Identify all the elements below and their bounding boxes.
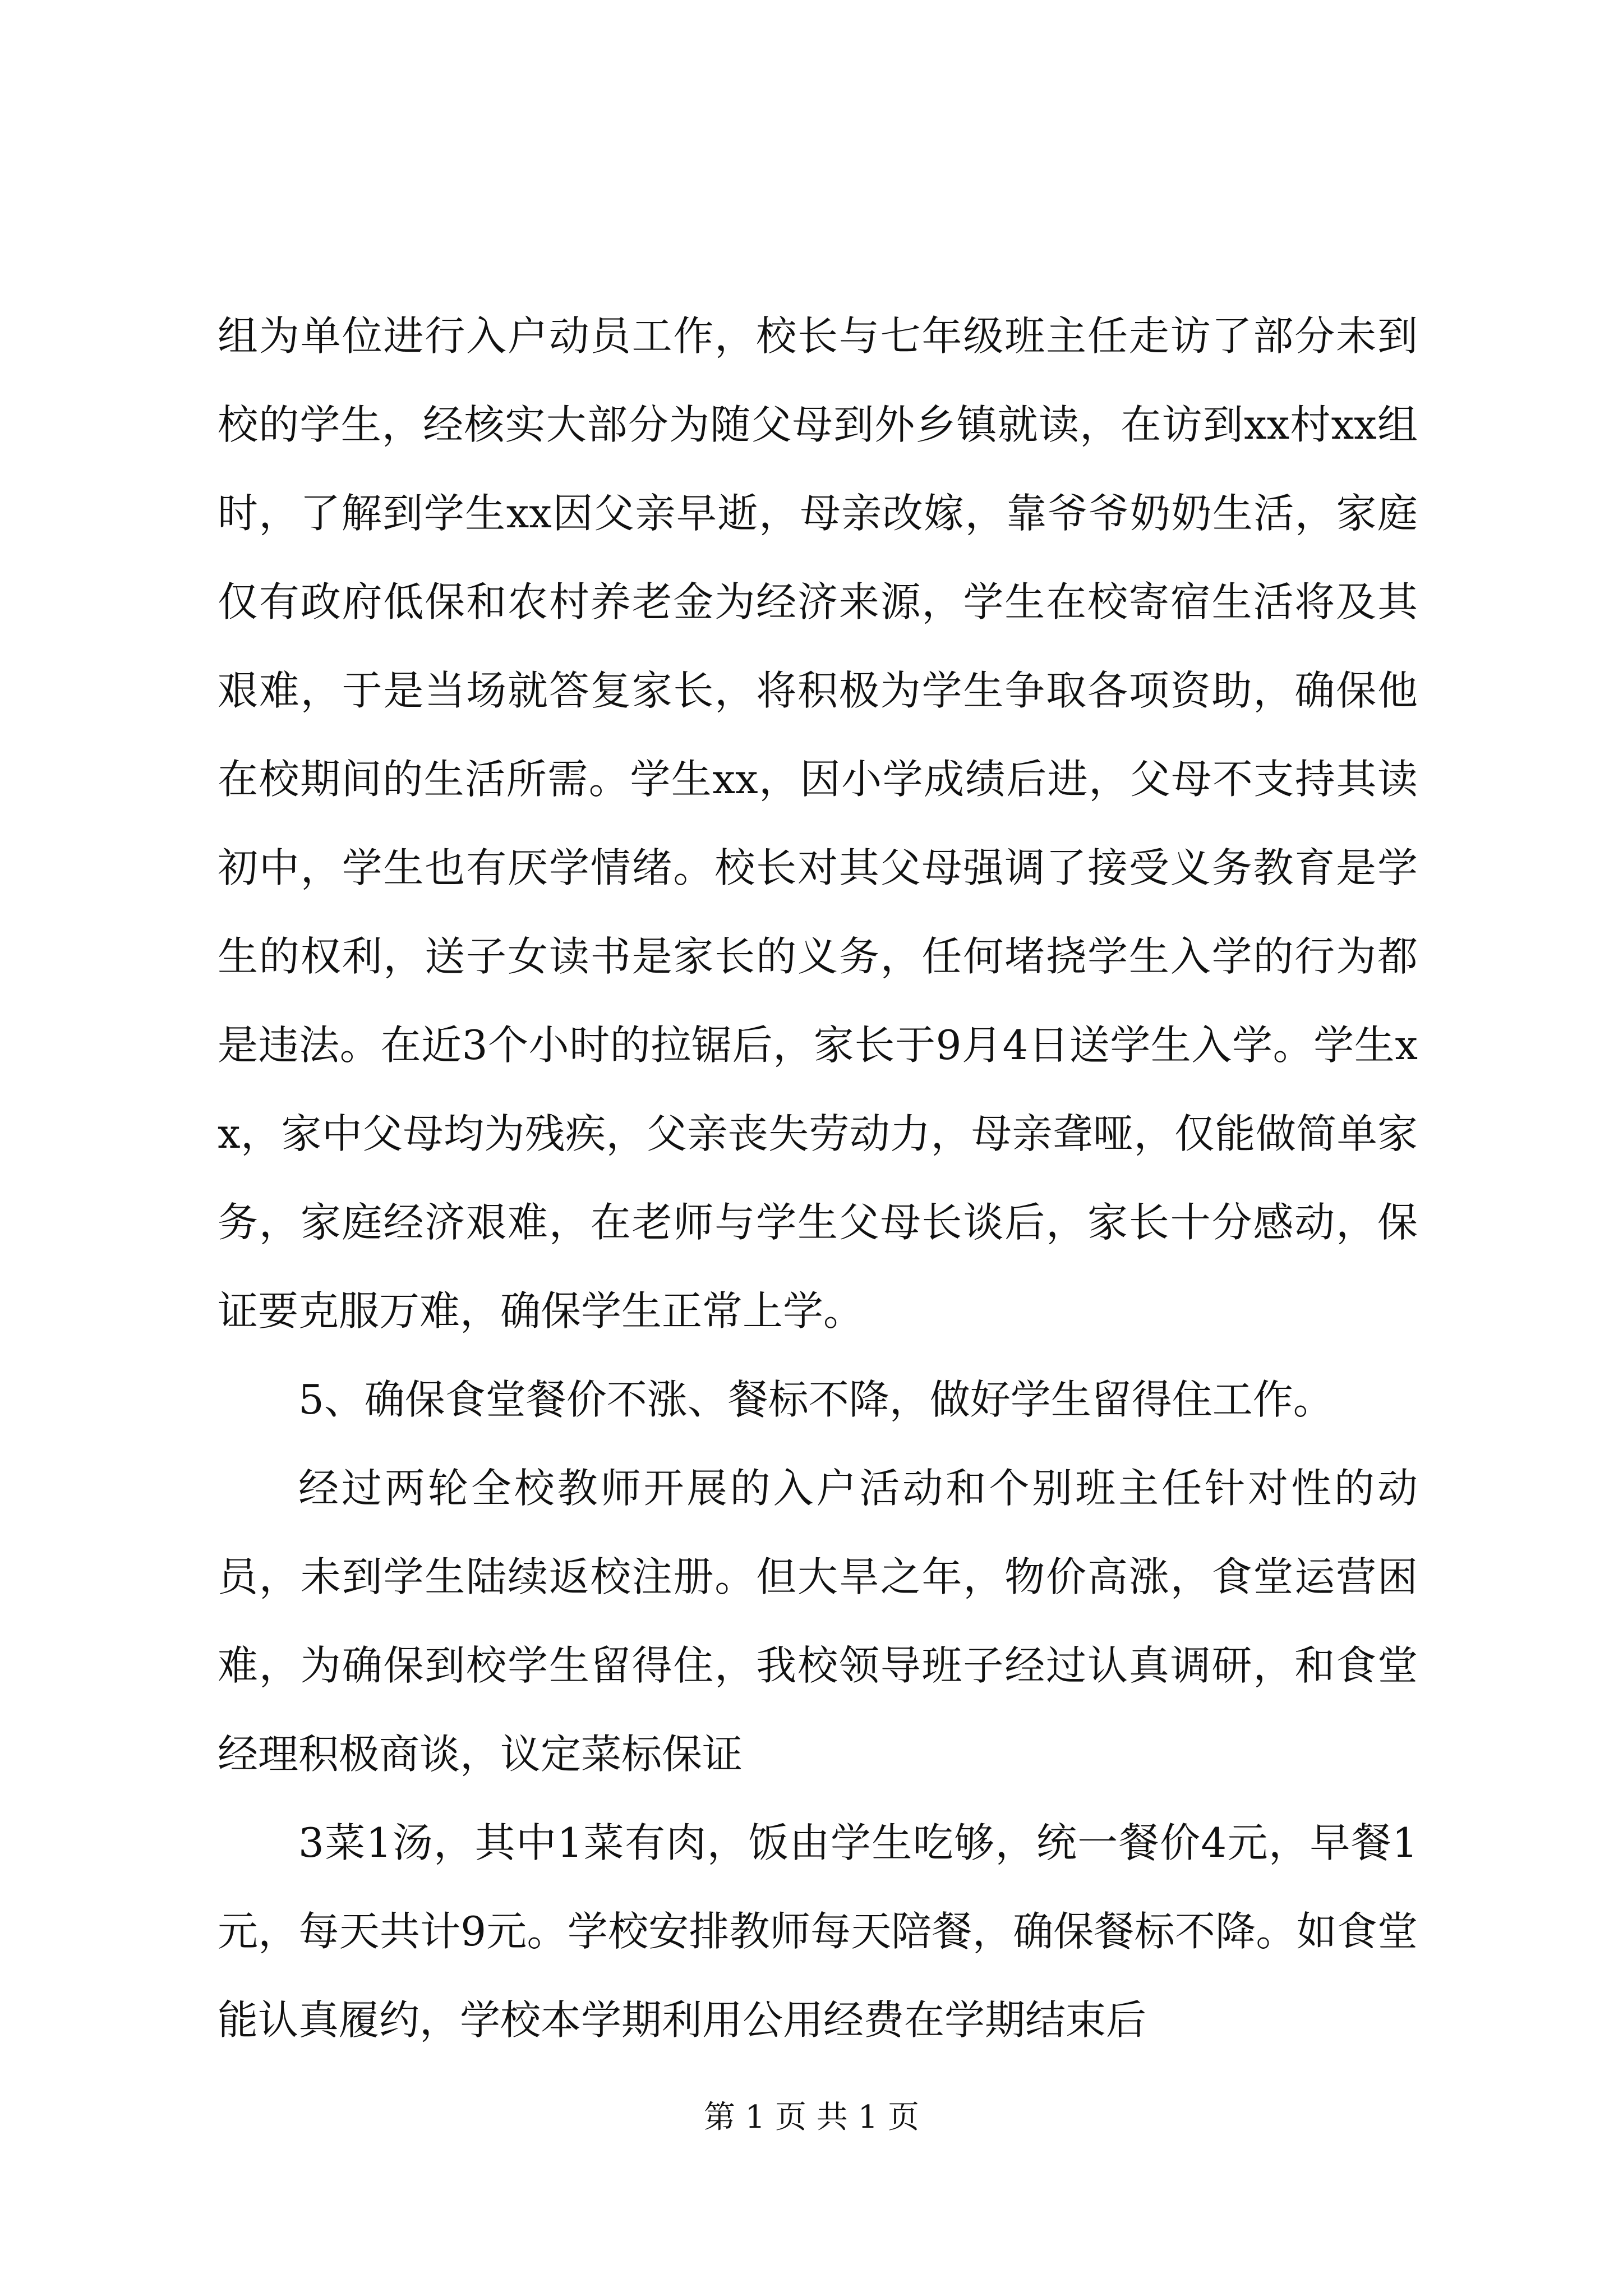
paragraph-cafeteria-negotiation: 经过两轮全校教师开展的入户活动和个别班主任针对性的动员，未到学生陆续返校注册。但大旱之年，物价高涨，食堂运营困难，为确保到校学生留得住，我校领导班子经过认真调研，和食堂经理积极商谈，议定菜标保证: [218, 1465, 1418, 1778]
paragraph-home-visits: 组为单位进行入户动员工作，校长与七年级班主任走访了部分未到校的学生，经核实大部分为随父母到外乡镇就读，在访到xx村xx组时，了解到学生xx因父亲早逝，母亲改嫁，靠爷爷奶奶生活，家庭仅有政府低保和农村养老金为经济来源，学生在校寄宿生活将及其艰难，于是当场就答复家长，将积极为学生争取各项资助，确保他在校期间的生活所需。学生xx，因小学成绩后进，父母不支持其读初中，学生也有厌学情绪。校长对其父母强调了接受义务教育是学生的权利，送子女读书是家长的义务，任何堵挠学生入学的行为都是违法。在近3个小时的拉锯后，家长于9月4日送学生入学。学生xx，家中父母均为残疾，父亲丧失劳动力，母亲聋哑，仅能做简单家务，家庭经济艰难，在老师与学生父母长谈后，家长十分感动，保证要克服万难，确保学生正常上学。: [218, 312, 1418, 1335]
paragraph-section-5-heading: 5、确保食堂餐价不涨、餐标不降，做好学生留得住工作。: [298, 1376, 1334, 1423]
document-body: [218, 292, 1418, 2064]
page-number-footer: 第 1 页 共 1 页: [703, 2099, 920, 2136]
paragraph-meal-standard: 3菜1汤，其中1菜有肉，饭由学生吃够，统一餐价4元，早餐1元，每天共计9元。学校安排教师每天陪餐，确保餐标不降。如食堂能认真履约，学校本学期利用公用经费在学期结束后: [218, 1819, 1418, 2044]
